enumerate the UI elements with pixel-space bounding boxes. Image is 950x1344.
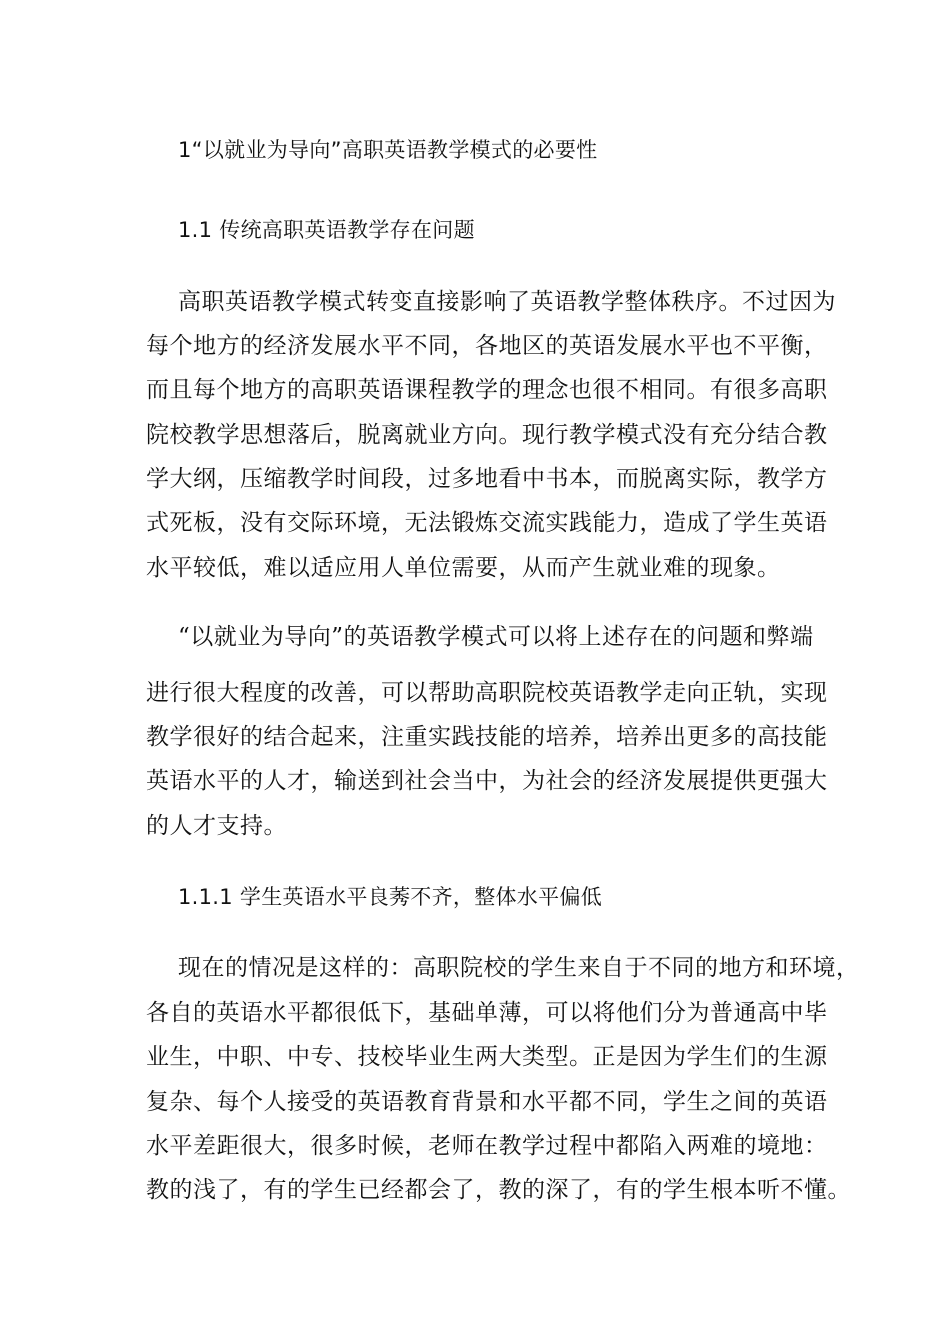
paragraph-line: 业生，中职、中专、技校毕业生两大类型。正是因为学生们的生源 [146, 1044, 828, 1070]
paragraph-line: 水平差距很大，很多时候，老师在教学过程中都陷入两难的境地： [146, 1133, 828, 1159]
subsection-heading-1-1-1: 1.1.1 学生英语水平良莠不齐，整体水平偏低 [178, 885, 603, 909]
paragraph-line: 式死板，没有交际环境，无法锻炼交流实践能力，造成了学生英语 [146, 510, 828, 536]
paragraph-line: 各自的英语水平都很低下，基础单薄，可以将他们分为普通高中毕 [146, 1000, 828, 1026]
paragraph-line: 教学很好的结合起来，注重实践技能的培养，培养出更多的高技能 [146, 724, 828, 750]
paragraph-line: 英语水平的人才，输送到社会当中，为社会的经济发展提供更强大 [146, 768, 828, 794]
paragraph-line: 复杂、每个人接受的英语教育背景和水平都不同，学生之间的英语 [146, 1089, 828, 1115]
paragraph-line: 而且每个地方的高职英语课程教学的理念也很不相同。有很多高职 [146, 377, 828, 403]
paragraph-line: 学大纲，压缩教学时间段，过多地看中书本，而脱离实际，教学方 [146, 466, 828, 492]
section-heading-1: 1“以就业为导向”高职英语教学模式的必要性 [178, 138, 598, 162]
paragraph-line: “以就业为导向”的英语教学模式可以将上述存在的问题和弊端 [178, 624, 814, 650]
subsection-heading-1-1: 1.1 传统高职英语教学存在问题 [178, 218, 475, 242]
paragraph-line: 水平较低，难以适应用人单位需要，从而产生就业难的现象。 [146, 555, 781, 581]
paragraph-line: 教的浅了，有的学生已经都会了，教的深了，有的学生根本听不懂。 [146, 1177, 851, 1203]
paragraph-line: 的人才支持。 [146, 813, 287, 839]
paragraph-line: 每个地方的经济发展水平不同，各地区的英语发展水平也不平衡， [146, 333, 828, 359]
paragraph-line: 现在的情况是这样的：高职院校的学生来自于不同的地方和环境， [178, 955, 860, 981]
paragraph-line: 进行很大程度的改善，可以帮助高职院校英语教学走向正轨，实现 [146, 680, 828, 706]
paragraph-line: 高职英语教学模式转变直接影响了英语教学整体秩序。不过因为 [178, 289, 836, 315]
paragraph-line: 院校教学思想落后，脱离就业方向。现行教学模式没有充分结合教 [146, 422, 828, 448]
